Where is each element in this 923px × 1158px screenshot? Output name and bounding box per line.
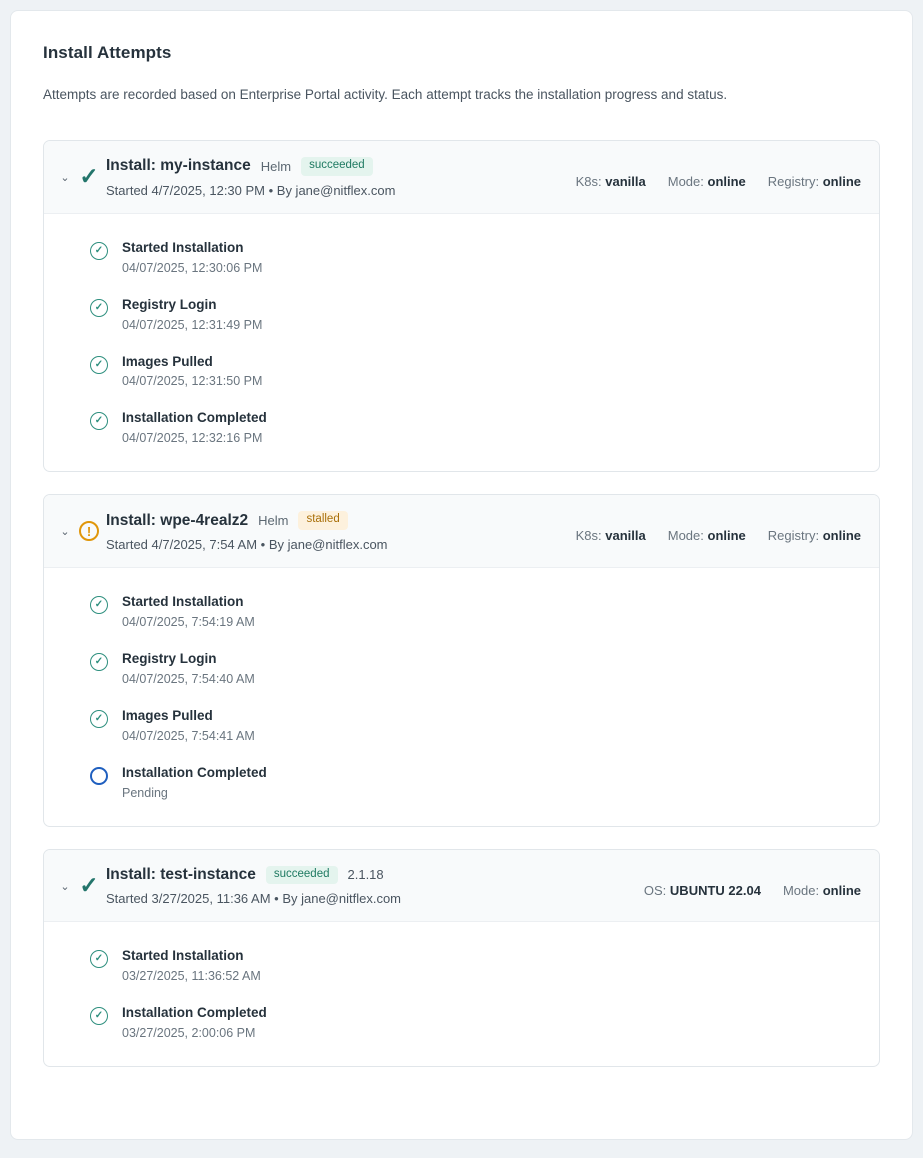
attempt-header[interactable]: [44, 141, 879, 214]
step-timestamp: 04/07/2025, 12:31:49 PM: [122, 317, 263, 332]
step-text: [122, 1005, 267, 1040]
step-check-icon: ✓: [90, 299, 108, 317]
meta-item: [768, 528, 861, 543]
attempt-header[interactable]: [44, 495, 879, 568]
meta-label: K8s:: [575, 528, 602, 544]
step-pending-icon-wrap: [90, 767, 108, 785]
step-check-icon-wrap: [90, 412, 108, 430]
attempt-status-icon-wrap: [72, 157, 106, 188]
step-text: [122, 765, 267, 800]
page-description: Attempts are recorded based on Enterprise Portal activity. Each attempt tracks the installation progress and status.: [43, 87, 728, 102]
attempt-steps: [44, 922, 879, 1066]
step-label: Started Installation: [122, 948, 244, 964]
attempt-status-icon-wrap: [72, 866, 106, 897]
step-label: Registry Login: [122, 296, 217, 312]
meta-label: K8s:: [575, 174, 602, 189]
step-check-icon-wrap: [90, 596, 108, 614]
meta-value: online: [707, 528, 746, 544]
step-timestamp: 04/07/2025, 12:31:50 PM: [122, 374, 263, 389]
step-timestamp: 04/07/2025, 12:32:16 PM: [122, 431, 263, 446]
step-pending-icon: [90, 767, 108, 785]
step-item: [90, 948, 861, 983]
step-item: [90, 354, 861, 389]
meta-value: online: [707, 174, 746, 189]
attempt-title: Install: wpe-4realz2: [106, 511, 249, 529]
attempt-steps: [44, 214, 879, 472]
step-check-icon-wrap: [90, 950, 108, 968]
check-icon: ✓: [79, 871, 99, 898]
meta-item: [576, 528, 646, 543]
meta-value: vanilla: [605, 528, 646, 544]
meta-value: online: [822, 882, 861, 898]
step-check-icon-wrap: [90, 1007, 108, 1025]
step-item: [90, 594, 861, 629]
step-label: Installation Completed: [122, 1005, 267, 1021]
step-timestamp: Pending: [122, 785, 168, 800]
attempt-meta: [560, 528, 861, 543]
step-check-icon-wrap: [90, 299, 108, 317]
step-check-icon: ✓: [90, 596, 108, 614]
attempt-kind-label: Helm: [258, 513, 289, 529]
step-text: [122, 240, 262, 275]
page-title: Install Attempts: [43, 43, 172, 62]
step-check-icon: ✓: [90, 356, 108, 374]
meta-item: [668, 528, 746, 543]
attempt-card: [43, 140, 880, 472]
meta-label: OS:: [643, 882, 667, 898]
step-label: Images Pulled: [122, 353, 213, 369]
step-check-icon: ✓: [90, 653, 108, 671]
meta-item: [768, 174, 861, 189]
status-badge: succeeded: [301, 157, 373, 176]
attempt-title: Install: test-instance: [106, 865, 256, 883]
attempt-card: [43, 849, 880, 1068]
attempt-title-row: [106, 511, 560, 530]
meta-value: vanilla: [605, 174, 646, 189]
attempts-list: [31, 140, 892, 1067]
attempt-meta: [560, 174, 861, 189]
step-timestamp: 04/07/2025, 7:54:40 AM: [122, 671, 255, 686]
step-text: [122, 594, 255, 629]
step-check-icon-wrap: [90, 356, 108, 374]
step-item: [90, 765, 861, 800]
step-check-icon: ✓: [90, 950, 108, 968]
status-badge: succeeded: [266, 866, 338, 885]
step-check-icon: ✓: [90, 412, 108, 430]
step-label: Images Pulled: [122, 707, 213, 723]
step-label: Registry Login: [122, 650, 217, 666]
step-text: [122, 297, 262, 332]
meta-item: [783, 883, 861, 898]
step-check-icon-wrap: [90, 710, 108, 728]
step-label: Started Installation: [122, 239, 244, 255]
step-label: Installation Completed: [122, 410, 267, 426]
meta-label: Registry:: [767, 174, 820, 189]
step-item: [90, 410, 861, 445]
chevron-down-icon[interactable]: ⌄: [60, 526, 70, 539]
meta-item: [576, 174, 646, 189]
attempt-steps: [44, 568, 879, 826]
attempt-header[interactable]: [44, 850, 879, 923]
chevron-down-icon[interactable]: ⌄: [60, 172, 70, 184]
meta-item: [668, 174, 746, 189]
step-label: Installation Completed: [122, 764, 267, 780]
step-label: Started Installation: [122, 594, 244, 610]
meta-value: online: [822, 528, 861, 544]
attempt-title-row: [106, 866, 628, 885]
warning-icon: !: [79, 521, 99, 541]
step-check-icon-wrap: [90, 653, 108, 671]
attempt-subtitle: Started 3/27/2025, 11:36 AM • By jane@nitflex.com: [106, 891, 402, 907]
step-timestamp: 04/07/2025, 7:54:41 AM: [122, 728, 255, 743]
check-icon: ✓: [79, 163, 99, 189]
attempt-header-main: [106, 511, 560, 552]
meta-label: Mode:: [667, 528, 704, 544]
step-text: [122, 948, 261, 983]
step-item: [90, 708, 861, 743]
meta-label: Mode:: [782, 882, 820, 898]
step-timestamp: 04/07/2025, 7:54:19 AM: [122, 614, 255, 629]
chevron-down-icon[interactable]: ⌄: [60, 880, 70, 893]
attempt-subtitle: Started 4/7/2025, 7:54 AM • By jane@nitflex.com: [106, 537, 388, 553]
step-item: [90, 651, 861, 686]
attempt-card: [43, 494, 880, 826]
attempt-header-main: [106, 866, 628, 907]
step-item: [90, 297, 861, 332]
meta-value: UBUNTU 22.04: [669, 882, 761, 898]
step-text: [122, 410, 267, 445]
step-item: [90, 1005, 861, 1040]
step-item: [90, 240, 861, 275]
step-text: [122, 651, 255, 686]
step-text: [122, 708, 255, 743]
attempt-meta: [628, 883, 861, 898]
step-check-icon: ✓: [90, 242, 108, 260]
meta-item: [644, 883, 761, 898]
step-timestamp: 03/27/2025, 2:00:06 PM: [122, 1026, 256, 1041]
step-timestamp: 03/27/2025, 11:36:52 AM: [122, 969, 261, 984]
attempt-status-icon-wrap: [72, 511, 106, 541]
step-check-icon: ✓: [90, 1007, 108, 1025]
step-check-icon-wrap: [90, 242, 108, 260]
step-timestamp: 04/07/2025, 12:30:06 PM: [122, 260, 263, 275]
meta-label: Mode:: [667, 174, 704, 189]
install-attempts-panel: [10, 10, 913, 1140]
attempt-kind-label: Helm: [260, 158, 292, 174]
attempt-title-row: [106, 157, 560, 176]
step-check-icon: ✓: [90, 710, 108, 728]
step-text: [122, 354, 262, 389]
version-label: 2.1.18: [347, 867, 384, 883]
meta-value: online: [822, 174, 861, 189]
attempt-header-main: [106, 157, 560, 198]
attempt-title: Install: my-instance: [106, 157, 251, 175]
status-badge: stalled: [298, 511, 347, 530]
meta-label: Registry:: [767, 528, 820, 544]
attempt-subtitle: Started 4/7/2025, 12:30 PM • By jane@nitflex.com: [106, 182, 396, 198]
